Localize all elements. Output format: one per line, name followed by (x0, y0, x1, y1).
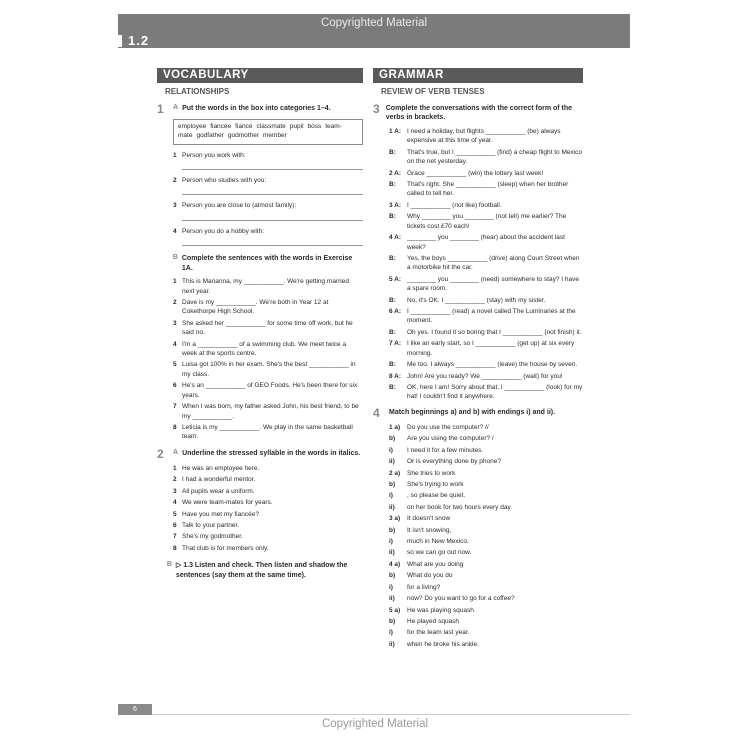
list-item (389, 201, 583, 210)
item-text: ________ you ________ (need) somewhere to stay? I have a spare room. (407, 275, 580, 293)
item-number: 4 A: (389, 234, 402, 242)
item-text: Person you are close to (almost family): (182, 202, 297, 210)
list-item (389, 434, 583, 443)
exercise-instruction: Underline the stressed syllable in the words in italics. (182, 449, 361, 457)
exercise-instruction: ▷ 1.3 Listen and check. Then listen and shadow the sentences (say them at the same time). (175, 562, 348, 579)
exercise-1b (157, 254, 363, 273)
list-item (389, 503, 583, 512)
item-text: Leticia is my ___________. We play in the same basketball team. (182, 424, 353, 441)
list-item (173, 151, 363, 160)
item-number: ii) (389, 549, 395, 557)
list-item (389, 328, 583, 337)
list-item (389, 254, 583, 273)
item-text: He played squash (407, 618, 460, 626)
exercise-number: 4 (373, 405, 380, 420)
list-item (173, 319, 363, 338)
list-item (389, 296, 583, 305)
item-text: I need it for a few minutes. (407, 446, 484, 454)
item-number: 6 (173, 382, 177, 390)
list-item (389, 548, 583, 557)
list-item (389, 372, 583, 381)
exercise-letter: B (166, 561, 172, 569)
list-item (173, 201, 363, 210)
item-text: I'm a ___________ of a swimming club. We meet twice a week at the sports centre. (182, 340, 347, 358)
item-text: He's an ___________ of GEO Foods. He's been there for six years. (182, 382, 358, 399)
item-text: Me too. I always ___________ (leave) the house by seven. (407, 361, 578, 369)
watermark-bottom: Copyrighted Material (321, 718, 429, 730)
item-number: 7 (173, 533, 177, 541)
word-box-word: member (263, 131, 287, 139)
item-text: All pupils wear a uniform. (182, 487, 255, 495)
item-number: 2 a) (389, 469, 401, 477)
list-item (173, 340, 363, 359)
item-number: 8 (173, 424, 177, 431)
item-text: I ___________ (read) a novel called The Luminaries at the moment. (407, 308, 576, 325)
list-item (389, 233, 583, 252)
item-text: Are you using the computer? / (407, 435, 494, 443)
list-item (173, 544, 363, 553)
exercise-letter: A (173, 104, 179, 111)
list-item (173, 510, 363, 519)
list-item (389, 383, 583, 402)
list-item (389, 617, 583, 626)
exercise-letter: B (172, 254, 178, 262)
list-item (389, 628, 583, 637)
list-item (389, 491, 583, 500)
item-number: b) (389, 618, 396, 626)
item-number: b) (389, 435, 396, 443)
exercise-number: 1 (157, 102, 164, 116)
item-text: Person you do a hobby with: (182, 227, 265, 235)
list-item (389, 307, 583, 326)
item-text: This is Marianna, my ___________. We're getting married next year. (182, 278, 349, 295)
exercise-instruction: Put the words in the box into categories 1–4. (182, 105, 331, 112)
list-item (389, 169, 583, 178)
exercise-4 (373, 405, 583, 420)
item-text: Person you work with: (182, 151, 246, 159)
top-banner (118, 14, 630, 48)
item-text: Person who studies with you: (182, 176, 267, 184)
list-item (389, 537, 583, 546)
list-item (173, 381, 363, 400)
item-number: 4 (173, 499, 177, 507)
unit-number (128, 33, 149, 48)
list-item (173, 464, 363, 473)
item-number: ii) (389, 458, 395, 466)
exercise-number: 2 (157, 446, 164, 461)
list-item (389, 560, 583, 569)
unit-accent (118, 35, 122, 47)
item-text: Or is everything done by phone? (407, 458, 501, 466)
word-box-word: godfather (196, 131, 224, 139)
item-text: Luisa got 100% in her exam. She's the best ___________ in my class. (182, 361, 356, 378)
item-text: now? Do you want to go for a coffee? (407, 595, 515, 603)
list-item (389, 212, 583, 231)
word-box-word: fiancé (235, 123, 253, 130)
item-number: 3 (173, 487, 177, 495)
word-box-word: classmate (256, 123, 286, 130)
exercise-1a (157, 104, 363, 115)
exercise-2b (157, 561, 363, 580)
item-text: What do you do (407, 572, 453, 580)
item-number: 5 (173, 510, 177, 518)
answer-line[interactable] (182, 240, 363, 246)
item-number: 5 A: (389, 275, 402, 283)
item-text: That's right. She ___________ (sleep) when her brother called to tell her. (407, 180, 569, 198)
list-item (389, 480, 583, 489)
list-item (173, 227, 363, 236)
vocabulary-column (157, 68, 363, 584)
list-item (389, 339, 583, 358)
item-number: 1 (173, 464, 177, 472)
list-item (173, 277, 363, 296)
item-text: She tries to work (407, 469, 456, 477)
item-number: B: (389, 384, 396, 391)
item-text: on her book for two hours every day. (407, 503, 513, 511)
list-item (389, 640, 583, 649)
grammar-subheading: REVIEW OF VERB TENSES (381, 87, 485, 96)
item-text: She's trying to work (407, 480, 464, 488)
exercise-letter: A (173, 448, 179, 456)
list-item (389, 583, 583, 592)
answer-line[interactable] (182, 215, 363, 221)
item-text: I ___________ (not like) football. (407, 201, 502, 209)
item-number: 7 A: (389, 340, 402, 348)
exercise-3 (373, 104, 583, 123)
list-item (389, 446, 583, 455)
list-item (173, 521, 363, 530)
item-number: 2 A: (389, 169, 402, 177)
item-number: B: (389, 213, 396, 221)
list-item (173, 532, 363, 541)
item-number: B: (389, 296, 396, 304)
grammar-column (373, 68, 583, 651)
list-item (389, 514, 583, 523)
item-number: 6 (173, 521, 177, 529)
item-number: 1 A: (389, 127, 402, 135)
word-box-word: employee (178, 123, 207, 130)
item-number: i) (389, 446, 393, 454)
list-item (389, 127, 583, 146)
item-text: Yes, the boys ___________ (drive) along Court Street when a motorbike hit the car. (407, 254, 580, 272)
item-number: 7 (173, 403, 177, 411)
list-item (173, 298, 363, 317)
item-text: , so please be quiet. (407, 492, 466, 500)
watermark-top: Copyrighted Material (320, 17, 428, 29)
item-number: 3 (173, 319, 177, 327)
item-text: so we can go out now. (407, 549, 472, 557)
exercise-number-spacer (157, 560, 167, 580)
exercise-2a (157, 446, 363, 461)
list-item (173, 498, 363, 507)
list-item (173, 360, 363, 379)
item-text: She's my godmother. (182, 533, 243, 541)
list-item (173, 402, 363, 421)
item-text: No, it's OK. I ___________ (stay) with my sister. (407, 296, 546, 304)
exercise-3-items (373, 127, 583, 402)
list-item (173, 423, 363, 442)
item-number: i) (389, 583, 393, 591)
word-box-word: boss (307, 123, 322, 130)
vocabulary-subheading: RELATIONSHIPS (165, 87, 230, 96)
item-number: 8 (173, 544, 177, 552)
list-item (389, 180, 583, 199)
item-number: 4 a) (389, 560, 401, 568)
item-text: What are you doing (407, 560, 464, 568)
list-item (389, 594, 583, 603)
item-number: 3 A: (389, 201, 402, 209)
item-text: ________ you ________ (hear) about the accident last week? (407, 234, 565, 251)
answer-line[interactable] (182, 189, 363, 195)
item-number: b) (389, 526, 396, 534)
item-number: ii) (389, 595, 395, 603)
item-text: for the team last year. (407, 629, 470, 637)
item-number: B: (389, 361, 396, 369)
item-text: Why ________ you ________ (not tell) me earlier? The tickets cost £70 each! (407, 213, 567, 230)
list-item (389, 423, 583, 432)
item-number: 2 (173, 176, 177, 184)
item-text: I need a holiday, but flights ___________ (be) always expensive at this time of year. (407, 127, 561, 145)
vocabulary-heading: VOCABULARY (157, 68, 363, 83)
exercise-instruction: Match beginnings a) and b) with endings i) and ii). (389, 408, 556, 416)
item-number: B: (389, 180, 396, 188)
unit-label: 1.2 (128, 33, 150, 48)
list-item (173, 176, 363, 185)
list-item (389, 457, 583, 466)
list-item (389, 275, 583, 294)
exercise-2a-items (157, 464, 363, 553)
item-number: 6 A: (389, 308, 402, 316)
item-text: He was an employee here. (182, 464, 260, 472)
list-item (173, 487, 363, 496)
item-number: 4 (173, 340, 177, 348)
item-text: Dave is my ___________. We're both in Year 12 at Cokethorpe High School. (182, 298, 329, 316)
page-number: 6 (118, 704, 152, 715)
item-number: 1 a) (389, 423, 401, 431)
item-number: 3 a) (389, 515, 401, 523)
item-number: 8 A: (389, 372, 402, 380)
word-box (173, 119, 363, 145)
word-box-word: fiancée (210, 123, 232, 130)
item-number: B: (389, 254, 396, 262)
item-number: 2 (173, 298, 177, 306)
item-number: 5 (173, 361, 177, 369)
list-item (389, 469, 583, 478)
list-item (389, 606, 583, 615)
item-text: I like an early start, so I ___________ (get up) at six every morning. (407, 340, 575, 357)
item-number: B: (389, 148, 396, 156)
list-item (389, 526, 583, 535)
item-number: 5 a) (389, 606, 401, 614)
footer-rule (152, 714, 630, 715)
item-number: b) (389, 572, 396, 580)
item-text: OK, here I am! Sorry about that. I ___________ (look) for my hat! I couldn't find it anywhere. (407, 384, 583, 401)
item-text: when he broke his ankle. (407, 640, 479, 648)
item-text: Grace ___________ (win) the lottery last week! (407, 169, 544, 177)
word-box-word: pupil (289, 123, 304, 130)
item-text: for a living? (407, 583, 441, 591)
item-text: I had a wonderful mentor. (182, 476, 256, 484)
item-number: B: (389, 328, 396, 336)
list-item (389, 360, 583, 369)
item-text: We were team-mates for years. (182, 499, 273, 507)
item-text: It isn't snowing, (407, 526, 452, 534)
item-text: That club is for members only. (182, 544, 269, 552)
item-text: Oh yes. I found it so boring that I ___________ (not finish) it. (407, 328, 582, 336)
exercise-instruction: Complete the conversations with the correct form of the verbs in brackets. (385, 105, 573, 122)
item-text: Do you use the computer? // (407, 423, 489, 431)
item-text: much in New Mexico. (407, 538, 469, 546)
exercise-1a-items (157, 151, 363, 247)
item-text: That's true, but I ___________ (find) a cheap flight to Mexico on the net yesterday. (407, 148, 583, 166)
item-number: ii) (389, 640, 395, 648)
exercise-number: 3 (373, 102, 380, 116)
item-number: 4 (173, 227, 177, 235)
item-text: John! Are you ready? We ___________ (wait) for you! (407, 372, 563, 380)
item-text: She asked her ___________ for some time off work, but he said no. (182, 319, 353, 337)
item-number: 1 (173, 278, 177, 286)
answer-line[interactable] (182, 164, 363, 170)
word-box-word: godmother (227, 131, 259, 139)
list-item (173, 475, 363, 484)
item-number: 3 (173, 202, 177, 210)
list-item (389, 571, 583, 580)
item-number: i) (389, 629, 393, 637)
exercise-1b-items (157, 277, 363, 442)
item-text: He was playing squash (407, 606, 474, 614)
item-text: Have you met my fiancée? (182, 510, 259, 518)
exercise-4-items (373, 423, 583, 649)
item-text: It doesn't snow (407, 515, 451, 523)
item-number: i) (389, 492, 393, 500)
word-box-word: team-mate (178, 123, 342, 139)
grammar-heading: GRAMMAR (373, 68, 583, 83)
item-text: When I was born, my father asked John, his best friend, to be my ___________. (182, 403, 359, 420)
item-number: ii) (389, 503, 395, 511)
item-text: Talk to your partner. (182, 521, 240, 529)
exercise-number-spacer (157, 253, 173, 273)
item-number: b) (389, 480, 396, 488)
item-number: 2 (173, 476, 177, 484)
exercise-instruction: Complete the sentences with the words in Exercise 1A. (181, 255, 353, 272)
item-number: 1 (173, 151, 177, 159)
list-item (389, 148, 583, 167)
item-number: i) (389, 538, 393, 546)
